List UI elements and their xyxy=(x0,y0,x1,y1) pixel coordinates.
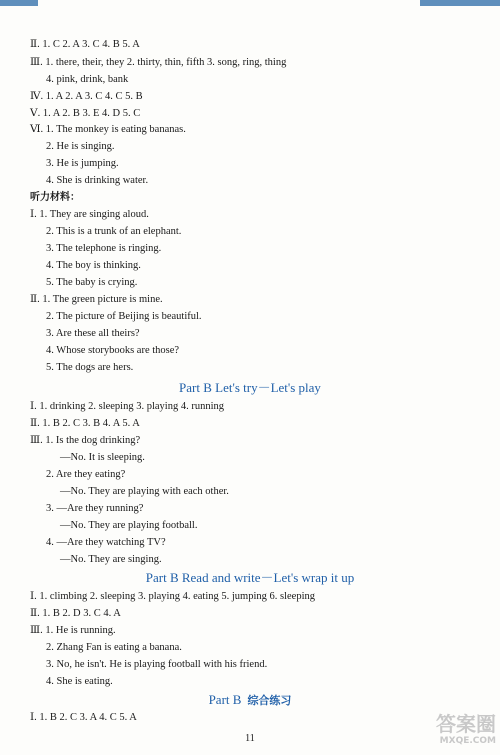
section1-line: Ⅰ. 1. drinking 2. sleeping 3. playing 4. running xyxy=(30,401,225,412)
section3-title-cn: 综合练习 xyxy=(247,694,292,707)
section1-line: —No. They are playing football. xyxy=(60,520,198,531)
watermark-logo xyxy=(426,713,496,751)
answer-line: Ⅱ. 1. C 2. A 3. C 4. B 5. A xyxy=(30,39,140,50)
listening-line: 2. This is a trunk of an elephant. xyxy=(46,226,182,237)
page-number: 11 xyxy=(245,733,255,744)
section2-line: Ⅰ. 1. climbing 2. sleeping 3. playing 4. eating 5. jumping 6. sleeping xyxy=(30,591,315,602)
answer-line: 2. He is singing. xyxy=(46,141,115,152)
section2-line: 2. Zhang Fan is eating a banana. xyxy=(46,642,182,653)
section3-title: Part B xyxy=(208,692,242,707)
section2-line: 3. No, he isn't. He is playing football with his friend. xyxy=(46,659,268,670)
section1-line: —No. They are playing with each other. xyxy=(60,486,229,497)
listening-line: 4. The boy is thinking. xyxy=(46,260,141,271)
section2-line: Ⅱ. 1. B 2. D 3. C 4. A xyxy=(30,608,121,619)
answer-line: Ⅳ. 1. A 2. A 3. C 4. C 5. B xyxy=(30,91,143,102)
watermark-text: 答案圈 xyxy=(436,712,496,736)
section1-line: Ⅲ. 1. Is the dog drinking? xyxy=(30,435,141,446)
section1-line: 2. Are they eating? xyxy=(46,469,126,480)
listening-line: Ⅰ. 1. They are singing aloud. xyxy=(30,209,149,220)
listening-line: 4. Whose storybooks are those? xyxy=(46,345,180,356)
section1-line: —No. They are singing. xyxy=(60,554,162,565)
section-heading xyxy=(0,692,500,709)
listening-line: 3. Are these all theirs? xyxy=(46,328,140,339)
section1-line: 3. —Are they running? xyxy=(46,503,144,514)
section2-line: Ⅲ. 1. He is running. xyxy=(30,625,116,636)
answer-line: Ⅵ. 1. The monkey is eating bananas. xyxy=(30,124,186,135)
listening-line: Ⅱ. 1. The green picture is mine. xyxy=(30,294,163,305)
listening-line: 3. The telephone is ringing. xyxy=(46,243,162,254)
top-left-bar xyxy=(0,0,38,6)
section3-line: Ⅰ. 1. B 2. C 3. A 4. C 5. A xyxy=(30,712,137,723)
section-heading: Part B Read and write－Let's wrap it up xyxy=(145,570,355,585)
top-right-bar xyxy=(420,0,500,6)
watermark-url: MXQE.COM xyxy=(439,736,496,746)
listening-line: 2. The picture of Beijing is beautiful. xyxy=(46,311,202,322)
listening-line: 5. The dogs are hers. xyxy=(46,362,134,373)
listening-label: 听力材料： xyxy=(30,192,80,203)
section1-line: 4. —Are they watching TV? xyxy=(46,537,166,548)
section1-line: Ⅱ. 1. B 2. C 3. B 4. A 5. A xyxy=(30,418,140,429)
section1-line: —No. It is sleeping. xyxy=(60,452,145,463)
section-heading: Part B Let's try－Let's play xyxy=(179,380,321,395)
section2-line: 4. She is eating. xyxy=(46,676,113,687)
answer-line: 4. pink, drink, bank xyxy=(46,74,129,85)
answer-line: Ⅴ. 1. A 2. B 3. E 4. D 5. C xyxy=(30,108,141,119)
answer-line: Ⅲ. 1. there, their, they 2. thirty, thin, fifth 3. song, ring, thing xyxy=(30,57,287,68)
answer-line: 3. He is jumping. xyxy=(46,158,119,169)
top-edge-decoration xyxy=(0,0,500,10)
listening-line: 5. The baby is crying. xyxy=(46,277,138,288)
answer-line: 4. She is drinking water. xyxy=(46,175,149,186)
